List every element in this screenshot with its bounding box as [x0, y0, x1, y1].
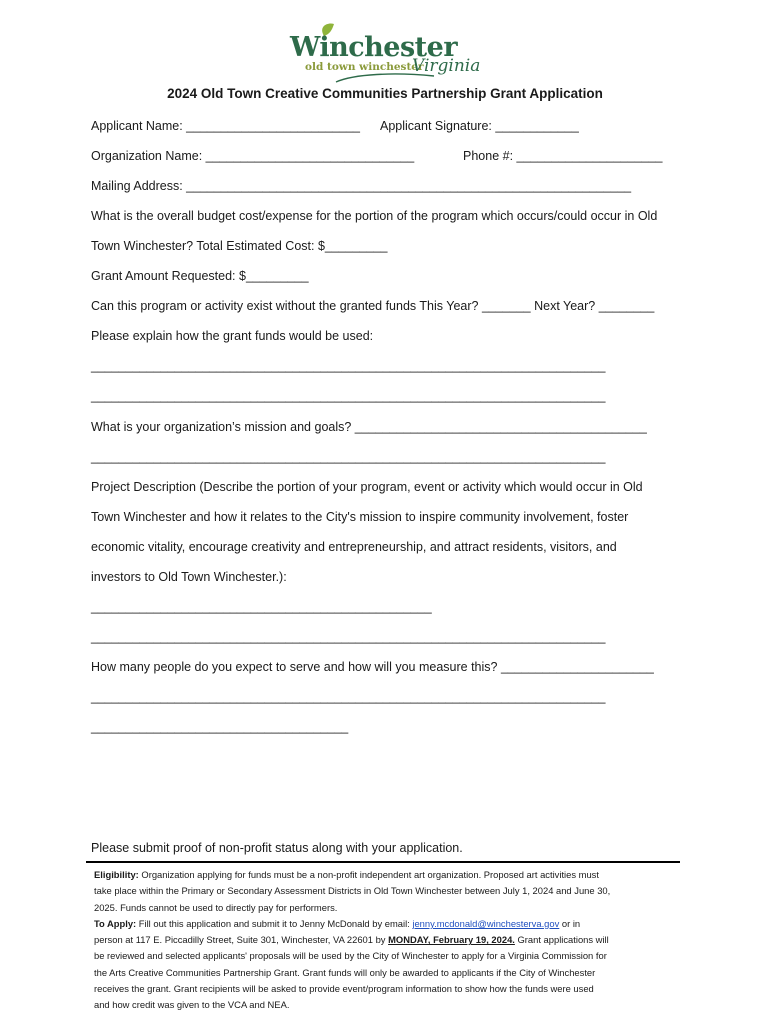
- proof-nonprofit-note: Please submit proof of non-profit status along with your application.: [91, 841, 463, 855]
- apply-line-2: [94, 932, 674, 948]
- project-answer-line-1[interactable]: _________________________________________________: [91, 600, 432, 614]
- phone-field[interactable]: Phone #: _____________________: [463, 149, 663, 163]
- apply-text-1: Fill out this application and submit it to Jenny McDonald by email:: [136, 917, 413, 929]
- footer-divider: [86, 861, 680, 863]
- logo-state: Virginia: [412, 56, 481, 76]
- apply-line-4: the Arts Creative Communities Partnership Grant. Grant funds will only be awarded to applicants if the City of Winchester: [94, 966, 596, 978]
- apply-label: To Apply:: [94, 917, 137, 929]
- deadline: MONDAY, February 19, 2024.: [388, 934, 515, 946]
- grant-use-question: Please explain how the grant funds would be used:: [91, 329, 374, 343]
- apply-line-3: be reviewed and selected applicants' proposals will be used by the City of Winchester to apply for a Virginia Commission for: [94, 950, 607, 962]
- apply-line-5: receives the grant. Grant recipients will be asked to provide event/program information to show how the funds were used: [94, 983, 594, 995]
- total-estimated-cost-field[interactable]: Town Winchester? Total Estimated Cost: $_________: [91, 239, 388, 253]
- page-title: 2024 Old Town Creative Communities Partnership Grant Application: [167, 86, 603, 101]
- logo-word: Winchester: [290, 32, 458, 63]
- apply-line-1: [94, 916, 674, 932]
- people-served-answer-line-1[interactable]: __________________________________________________________________________: [91, 690, 606, 704]
- mission-answer-line[interactable]: __________________________________________________________________________: [91, 450, 606, 464]
- fine-print: [94, 867, 674, 1014]
- exist-without-funds-field[interactable]: Can this program or activity exist without the granted funds This Year? _______ Next Year? ________: [91, 299, 655, 313]
- project-answer-line-2[interactable]: __________________________________________________________________________: [91, 630, 606, 644]
- project-description-line-1: Project Description (Describe the portion of your program, event or activity which would occur in Old: [91, 480, 643, 494]
- eligibility-line-2: take place within the Primary or Secondary Assessment Districts in Old Town Winchester between July 1, 2024 and June 30,: [94, 885, 611, 897]
- apply-text-2a: person at 117 E. Piccadilly Street, Suite 301, Winchester, VA 22601 by: [94, 934, 389, 946]
- grant-use-answer-line-2[interactable]: __________________________________________________________________________: [91, 389, 606, 403]
- eligibility-text-1: Organization applying for funds must be a non-profit independent art organization. Proposed art activities must: [138, 869, 599, 880]
- project-description-line-2: Town Winchester and how it relates to the City's mission to inspire community involvement, foster: [91, 510, 629, 524]
- eligibility-label: Eligibility:: [94, 869, 139, 880]
- grant-amount-requested-field[interactable]: Grant Amount Requested: $_________: [91, 269, 309, 283]
- apply-text-1b: or in: [559, 917, 581, 929]
- people-served-field[interactable]: How many people do you expect to serve and how will you measure this? ______________________: [91, 660, 654, 674]
- grant-use-answer-line-1[interactable]: __________________________________________________________________________: [91, 359, 606, 373]
- applicant-signature-field[interactable]: Applicant Signature: ____________: [380, 119, 579, 133]
- project-description-line-4: investors to Old Town Winchester.):: [91, 570, 287, 584]
- logo-tagline: old town winchester: [305, 61, 424, 73]
- apply-line-6: and how credit was given to the VCA and NEA.: [94, 999, 290, 1011]
- project-description-line-3: economic vitality, encourage creativity and entrepreneurship, and attract residents, visitors, and: [91, 540, 617, 554]
- mailing-address-field[interactable]: Mailing Address: ________________________________________________________________: [91, 179, 632, 193]
- email-link[interactable]: jenny.mcdonald@winchesterva.gov: [412, 917, 560, 929]
- organization-name-field[interactable]: Organization Name: ______________________________: [91, 149, 415, 163]
- apply-text-2b: Grant applications will: [514, 934, 609, 946]
- applicant-name-field[interactable]: Applicant Name: _________________________: [91, 119, 360, 133]
- budget-question-line-1: What is the overall budget cost/expense for the portion of the program which occurs/could occur in Old: [91, 209, 658, 223]
- mission-goals-field[interactable]: What is your organization’s mission and goals? __________________________________________: [91, 420, 647, 434]
- eligibility-line-3: 2025. Funds cannot be used to directly pay for performers.: [94, 901, 338, 913]
- winchester-logo: [284, 22, 489, 84]
- eligibility-line-1: [94, 867, 674, 883]
- people-served-answer-line-2[interactable]: _____________________________________: [91, 720, 349, 734]
